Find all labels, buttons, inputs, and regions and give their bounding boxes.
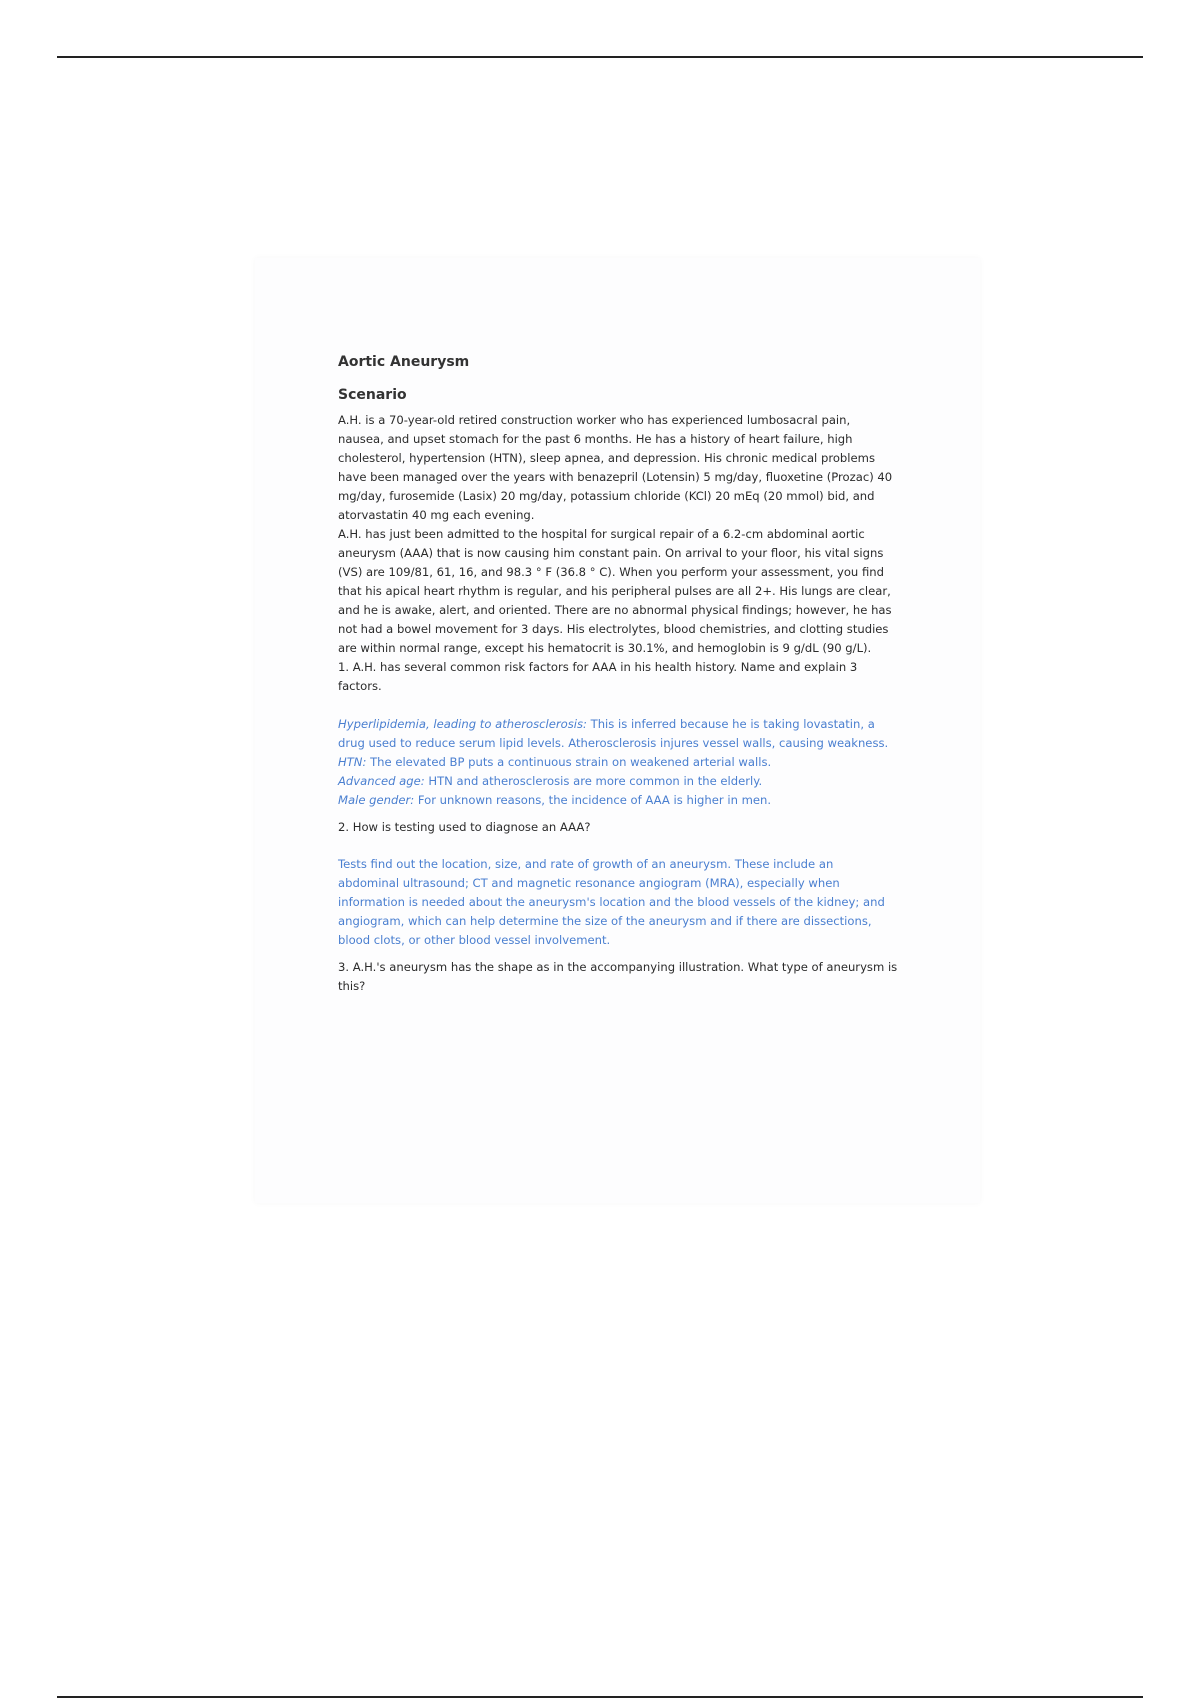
answer-1-item [338,715,898,753]
answer-1-text: HTN and atherosclerosis are more common in the elderly. [424,774,763,788]
document-content [338,350,898,996]
document-title: Aortic Aneurysm [338,354,470,370]
answer-1-term: HTN: [338,755,367,769]
answer-1-text: This is inferred because he is taking lovastatin, a drug used to reduce serum lipid levels. Atherosclerosis injures vessel walls, causing weakness. [338,717,889,750]
answer-1 [338,715,898,810]
question-3: 3. A.H.'s aneurysm has the shape as in the accompanying illustration. What type of aneurysm is this? [338,960,898,993]
answer-1-term: Hyperlipidemia, leading to atherosclerosis: [338,717,587,731]
bottom-rule [57,1696,1143,1698]
question-1: 1. A.H. has several common risk factors for AAA in his health history. Name and explain 3 factors. [338,660,858,693]
answer-2: Tests find out the location, size, and rate of growth of an aneurysm. These include an abdominal ultrasound; CT and magnetic resonance angiogram (MRA), especially when information is needed about the aneurysm's location and the blood vessels of the kidney; and angiogram, which can help determine the size of the aneurysm and if there are dissections, blood clots, or other blood vessel involvement. [338,857,885,947]
answer-1-text: For unknown reasons, the incidence of AAA is higher in men. [414,793,772,807]
section-heading: Scenario [338,387,407,403]
answer-1-term: Male gender: [338,793,415,807]
top-rule [57,56,1143,58]
answer-1-text: The elevated BP puts a continuous strain on weakened arterial walls. [366,755,772,769]
scenario-paragraph-1: A.H. is a 70-year-old retired construction worker who has experienced lumbosacral pain, nausea, and upset stomach for the past 6 months. He has a history of heart failure, high cholesterol, hypertension (HTN), sleep apnea, and depression. His chronic medical problems have been managed over the years with benazepril (Lotensin) 5 mg/day, fluoxetine (Prozac) 40 mg/day, furosemide (Lasix) 20 mg/day, potassium chloride (KCl) 20 mEq (20 mmol) bid, and atorvastatin 40 mg each evening. [338,413,893,522]
answer-1-item [338,753,898,772]
answer-1-term: Advanced age: [338,774,425,788]
scenario-paragraph-2: A.H. has just been admitted to the hospital for surgical repair of a 6.2-cm abdominal aortic aneurysm (AAA) that is now causing him constant pain. On arrival to your floor, his vital signs (VS) are 109/81, 61, 16, and 98.3 ° F (36.8 ° C). When you perform your assessment, you find that his apical heart rhythm is regular, and his peripheral pulses are all 2+. His lungs are clear, and he is awake, alert, and oriented. There are no abnormal physical findings; however, he has not had a bowel movement for 3 days. His electrolytes, blood chemistries, and clotting studies are within normal range, except his hematocrit is 30.1%, and hemoglobin is 9 g/dL (90 g/L). [338,527,892,655]
answer-1-item [338,772,898,791]
question-2: 2. How is testing used to diagnose an AAA? [338,820,591,834]
answer-1-item [338,791,898,810]
